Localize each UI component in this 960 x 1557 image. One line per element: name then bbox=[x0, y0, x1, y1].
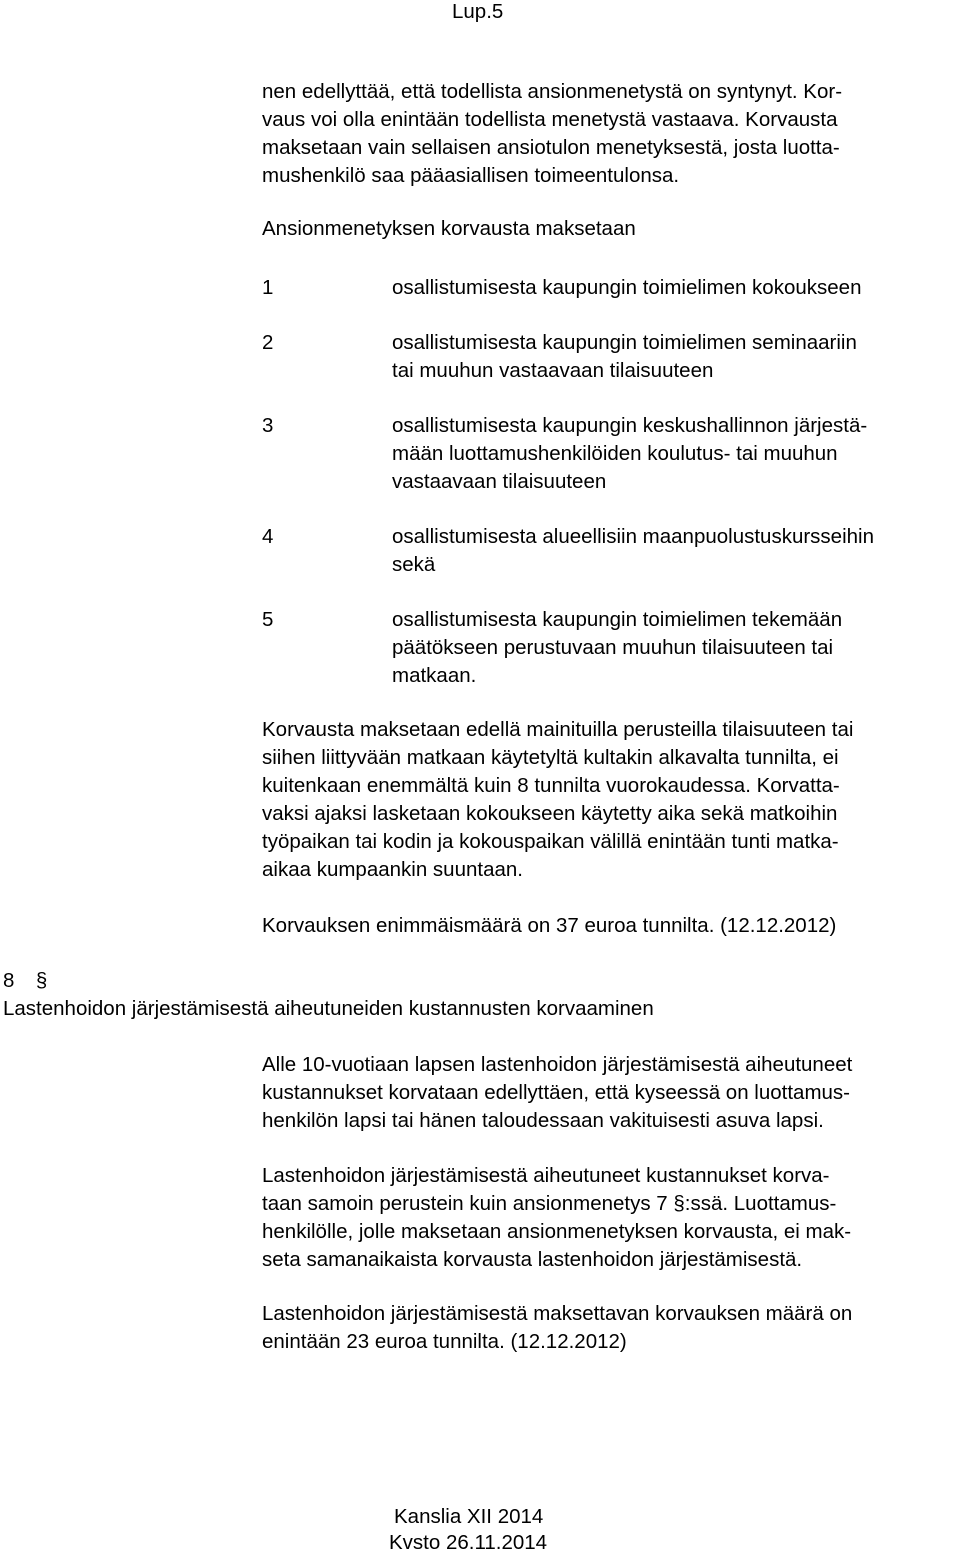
section8-paragraph-3 bbox=[262, 1300, 852, 1356]
paragraph-line: vaksi ajaksi lasketaan kokoukseen käytetty aika sekä matkoihin bbox=[262, 802, 838, 825]
list-item-line: osallistumisesta alueellisiin maanpuolustuskursseihin bbox=[392, 525, 874, 548]
intro-line: nen edellyttää, että todellista ansionmenetystä on syntynyt. Kor- bbox=[262, 80, 843, 103]
list-item-number: 1 bbox=[262, 276, 274, 299]
section-title: Lastenhoidon järjestämisestä aiheutuneiden kustannusten korvaaminen bbox=[3, 997, 654, 1020]
hours-paragraph bbox=[262, 716, 853, 884]
paragraph-line: henkilön lapsi tai hänen taloudessaan vakituisesti asuva lapsi. bbox=[262, 1109, 824, 1132]
section-number-value: 8 bbox=[3, 969, 15, 992]
paragraph-line: kuitenkaan enemmältä kuin 8 tunnilta vuorokaudessa. Korvatta- bbox=[262, 774, 840, 797]
list-item-number: 4 bbox=[262, 525, 274, 548]
footer-decision: Kvsto 26.11.2014 bbox=[389, 1531, 548, 1554]
list-heading: Ansionmenetyksen korvausta maksetaan bbox=[262, 217, 636, 240]
paragraph-line: henkilölle, jolle maksetaan ansionmenetyksen korvausta, ei mak- bbox=[262, 1220, 852, 1243]
intro-line: mushenkilö saa pääasiallisen toimeentulonsa. bbox=[262, 164, 680, 187]
page-label: Lup.5 bbox=[452, 0, 504, 23]
list-item-line: mään luottamushenkilöiden koulutus- tai muuhun bbox=[392, 442, 838, 465]
list-item-number: 5 bbox=[262, 608, 274, 631]
list-item-line: sekä bbox=[392, 553, 436, 576]
list-item-text bbox=[392, 523, 874, 579]
list-item-text bbox=[392, 412, 867, 496]
list-item-text bbox=[392, 606, 842, 690]
paragraph-line: seta samanaikaista korvausta lastenhoidon järjestämisestä. bbox=[262, 1248, 803, 1271]
list-item-line: tai muuhun vastaavaan tilaisuuteen bbox=[392, 359, 714, 382]
list-item-number: 3 bbox=[262, 414, 274, 437]
intro-line: vaus voi olla enintään todellista menetystä vastaava. Korvausta bbox=[262, 108, 838, 131]
list-item-line: osallistumisesta kaupungin keskushallinnon järjestä- bbox=[392, 414, 868, 437]
section-number bbox=[3, 967, 47, 995]
section-symbol: § bbox=[35, 969, 48, 992]
list-item-line: osallistumisesta kaupungin toimielimen kokoukseen bbox=[392, 276, 862, 299]
footer-office: Kanslia XII 2014 bbox=[394, 1505, 544, 1528]
paragraph-line: Lastenhoidon järjestämisestä aiheutuneet kustannukset korva- bbox=[262, 1164, 830, 1187]
list-item-number: 2 bbox=[262, 331, 274, 354]
list-item-text bbox=[392, 329, 857, 385]
intro-line: maksetaan vain sellaisen ansiotulon menetyksestä, josta luotta- bbox=[262, 136, 840, 159]
list-item-line: osallistumisesta kaupungin toimielimen tekemään bbox=[392, 608, 843, 631]
paragraph-line: siihen liittyvään matkaan käytetyltä kultakin alkavalta tunnilta, ei bbox=[262, 746, 839, 769]
paragraph-line: Korvausta maksetaan edellä mainituilla perusteilla tilaisuuteen tai bbox=[262, 718, 854, 741]
paragraph-line: työpaikan tai kodin ja kokouspaikan välillä enintään tunti matka- bbox=[262, 830, 839, 853]
intro-paragraph bbox=[262, 78, 842, 190]
list-item-line: osallistumisesta kaupungin toimielimen seminaariin bbox=[392, 331, 857, 354]
section8-paragraph-2 bbox=[262, 1162, 851, 1274]
paragraph-line: kustannukset korvataan edellyttäen, että kyseessä on luottamus- bbox=[262, 1081, 851, 1104]
paragraph-line: taan samoin perustein kuin ansionmenetys 7 §:ssä. Luottamus- bbox=[262, 1192, 837, 1215]
paragraph-line: aikaa kumpaankin suuntaan. bbox=[262, 858, 523, 881]
max-amount-paragraph: Korvauksen enimmäismäärä on 37 euroa tunnilta. (12.12.2012) bbox=[262, 914, 837, 937]
list-item-line: vastaavaan tilaisuuteen bbox=[392, 470, 607, 493]
list-item-line: päätökseen perustuvaan muuhun tilaisuuteen tai bbox=[392, 636, 834, 659]
paragraph-line: enintään 23 euroa tunnilta. (12.12.2012) bbox=[262, 1330, 627, 1353]
list-item-line: matkaan. bbox=[392, 664, 477, 687]
paragraph-line: Lastenhoidon järjestämisestä maksettavan korvauksen määrä on bbox=[262, 1302, 853, 1325]
list-item-text bbox=[392, 274, 861, 302]
section8-paragraph-1 bbox=[262, 1051, 852, 1135]
paragraph-line: Alle 10-vuotiaan lapsen lastenhoidon järjestämisestä aiheutuneet bbox=[262, 1053, 853, 1076]
